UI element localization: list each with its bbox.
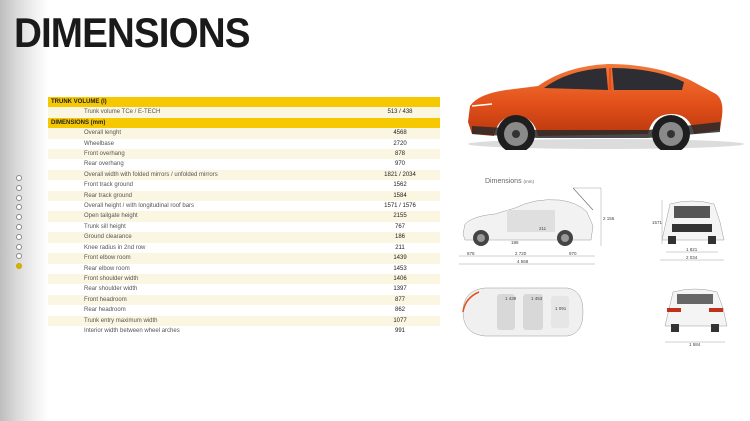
nav-dot[interactable] bbox=[16, 234, 22, 240]
diagram-title bbox=[485, 178, 534, 185]
section-header bbox=[48, 97, 440, 107]
spec-label: Front overhang bbox=[48, 149, 360, 159]
spec-row bbox=[48, 274, 440, 284]
spec-row bbox=[48, 201, 440, 211]
spec-row bbox=[48, 222, 440, 232]
spec-value: 991 bbox=[394, 327, 405, 334]
spec-row bbox=[48, 264, 440, 274]
spec-value: 862 bbox=[394, 307, 405, 314]
dim-tailgate-height: 2 155 bbox=[603, 216, 615, 221]
spec-value: 186 bbox=[360, 232, 440, 242]
page-nav-dots bbox=[16, 175, 26, 273]
dim-wheelbase: 2 720 bbox=[515, 251, 527, 256]
nav-dot[interactable] bbox=[16, 175, 22, 181]
spec-row bbox=[48, 159, 440, 169]
dim-interior-a: 211 bbox=[539, 226, 547, 231]
spec-value: 1439 bbox=[360, 253, 440, 263]
spec-row bbox=[48, 139, 440, 149]
nav-dot[interactable] bbox=[16, 224, 22, 230]
section-header-label: DIMENSIONS (mm) bbox=[48, 118, 440, 128]
dim-overall-length: 4 568 bbox=[517, 259, 529, 264]
spec-label: Rear elbow room bbox=[84, 265, 130, 272]
nav-dot[interactable] bbox=[16, 244, 22, 250]
spec-row bbox=[48, 305, 440, 315]
section-header bbox=[48, 118, 440, 128]
spec-label: Rear track ground bbox=[48, 191, 360, 201]
spec-value: 878 bbox=[360, 149, 440, 159]
spec-label: Knee radius in 2nd row bbox=[84, 244, 146, 251]
spec-row bbox=[48, 243, 440, 253]
car-side-image bbox=[458, 50, 748, 150]
dim-front-track: 1 821 bbox=[686, 247, 698, 252]
section-header-label: TRUNK VOLUME (l) bbox=[48, 97, 440, 107]
spec-value: 1453 bbox=[393, 265, 407, 272]
nav-dot[interactable] bbox=[16, 195, 22, 201]
nav-dot[interactable] bbox=[16, 214, 22, 220]
spec-label: Front headroom bbox=[48, 295, 360, 305]
spec-value: 211 bbox=[395, 244, 405, 251]
front-view-diagram bbox=[652, 194, 732, 264]
side-view-diagram bbox=[455, 186, 615, 268]
spec-value: 1077 bbox=[360, 316, 440, 326]
dim-rear-track: 1 584 bbox=[689, 342, 701, 347]
spec-value: 1562 bbox=[393, 182, 407, 189]
dim-top-c: 1 091 bbox=[555, 306, 567, 311]
spec-value: 1571 / 1576 bbox=[384, 203, 416, 210]
spec-label: Front shoulder width bbox=[48, 274, 360, 284]
dim-clearance: 186 bbox=[511, 240, 519, 245]
top-view-diagram bbox=[455, 282, 590, 342]
spec-label: Overall height / with longitudinal roof bars bbox=[84, 203, 195, 210]
spec-label: Rear overhang bbox=[84, 161, 124, 168]
diagram-unit: (mm) bbox=[523, 179, 535, 184]
spec-value: 1406 bbox=[360, 274, 440, 284]
dim-top-b: 1 453 bbox=[531, 296, 543, 301]
spec-row bbox=[48, 149, 440, 159]
spec-value: 767 bbox=[394, 223, 405, 230]
dim-front-overhang: 878 bbox=[467, 251, 475, 256]
diagram-title-text: Dimensions bbox=[485, 178, 522, 185]
nav-dot[interactable] bbox=[16, 263, 22, 269]
spec-row bbox=[48, 180, 440, 190]
spec-label: Interior width between wheel arches bbox=[84, 327, 180, 334]
spec-value: 1821 / 2034 bbox=[360, 170, 440, 180]
dim-top-a: 1 439 bbox=[505, 296, 517, 301]
nav-dot[interactable] bbox=[16, 204, 22, 210]
spec-value: 1397 bbox=[393, 286, 407, 293]
spec-table bbox=[48, 97, 440, 336]
spec-row bbox=[48, 316, 440, 326]
spec-row bbox=[48, 211, 440, 221]
spec-value: 1584 bbox=[360, 191, 440, 201]
spec-value: 877 bbox=[360, 295, 440, 305]
spec-value: 513 / 438 bbox=[360, 107, 440, 117]
rear-view-diagram bbox=[655, 286, 735, 348]
spec-label: Front elbow room bbox=[48, 253, 360, 263]
spec-row bbox=[48, 170, 440, 180]
dim-front-width: 2 034 bbox=[686, 255, 698, 260]
dim-rear-overhang: 970 bbox=[569, 251, 577, 256]
spec-label: Overall width with folded mirrors / unfolded mirrors bbox=[48, 170, 360, 180]
spec-label: Open tailgate height bbox=[48, 211, 360, 221]
spec-row bbox=[48, 232, 440, 242]
nav-dot[interactable] bbox=[16, 185, 22, 191]
spec-label: Rear shoulder width bbox=[84, 286, 138, 293]
spec-label: Rear headroom bbox=[84, 307, 126, 314]
spec-value: 970 bbox=[394, 161, 405, 168]
dim-front-height: 1571 bbox=[652, 220, 663, 225]
spec-row bbox=[48, 295, 440, 305]
spec-label: Overall lenght bbox=[48, 128, 360, 138]
spec-row bbox=[48, 107, 440, 117]
spec-label: Trunk sill height bbox=[84, 223, 126, 230]
spec-row bbox=[48, 191, 440, 201]
spec-label: Trunk entry maximum width bbox=[48, 316, 360, 326]
spec-row bbox=[48, 253, 440, 263]
spec-row bbox=[48, 128, 440, 138]
spec-value: 2720 bbox=[393, 140, 407, 147]
spec-row bbox=[48, 326, 440, 336]
spec-value: 4568 bbox=[360, 128, 440, 138]
page-title: DIMENSIONS bbox=[14, 9, 250, 56]
spec-label: Trunk volume TCe / E-TECH bbox=[48, 107, 360, 117]
spec-value: 2155 bbox=[360, 211, 440, 221]
spec-row bbox=[48, 284, 440, 294]
spec-label: Front track ground bbox=[84, 182, 134, 189]
nav-dot[interactable] bbox=[16, 253, 22, 259]
spec-label: Wheelbase bbox=[84, 140, 115, 147]
spec-label: Ground clearance bbox=[48, 232, 360, 242]
